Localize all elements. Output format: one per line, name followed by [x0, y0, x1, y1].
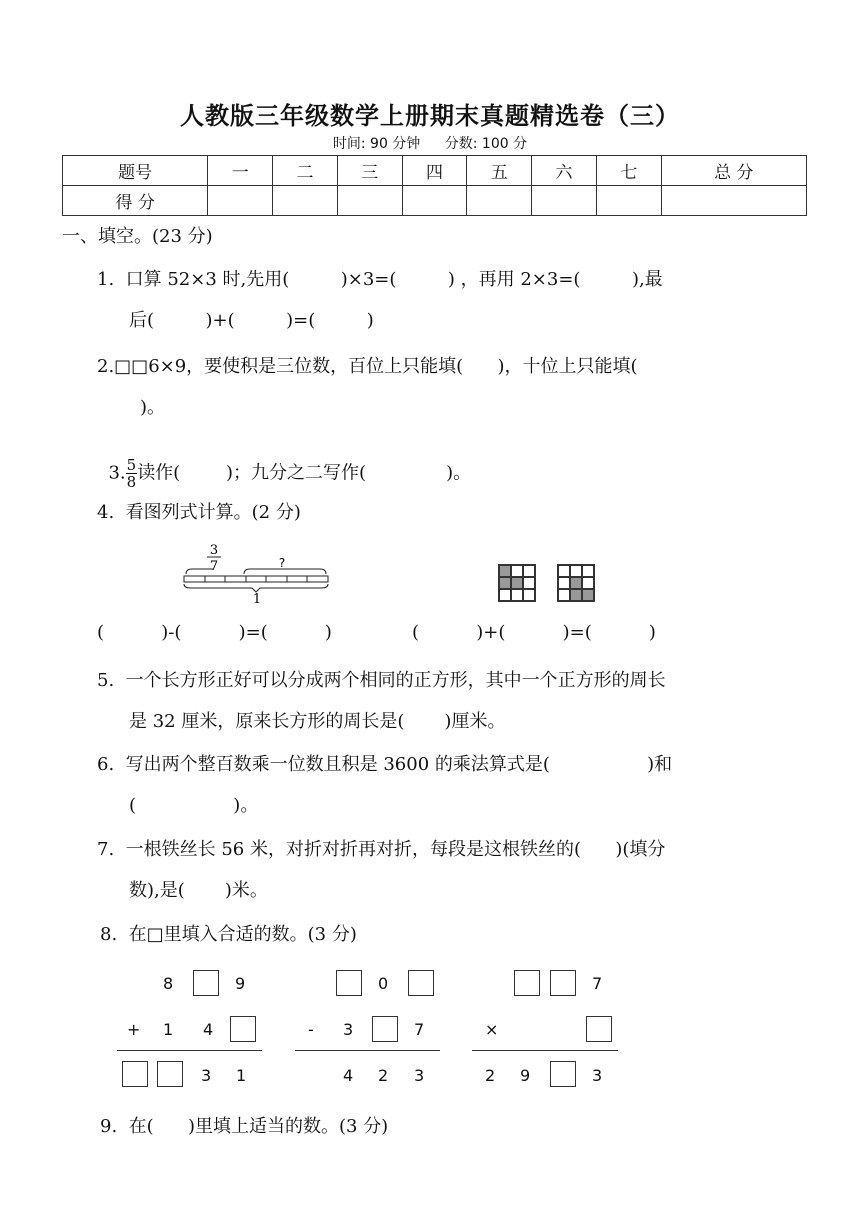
- digit: 4: [343, 1066, 354, 1085]
- number-line-ticks: [205, 576, 307, 582]
- page-title: 人教版三年级数学上册期末真题精选卷（三）: [180, 102, 680, 130]
- fraction-five-eighths: [126, 457, 138, 490]
- score-cell[interactable]: [208, 186, 273, 216]
- digit: 2: [485, 1066, 496, 1085]
- question-4-equation-1: ( )-( )=( ): [97, 622, 332, 643]
- col-1: 一: [208, 156, 273, 186]
- figure-fraction-numerator: 3: [209, 543, 219, 558]
- score-cell[interactable]: [661, 186, 806, 216]
- difference-line: [295, 1050, 440, 1051]
- question-3-text: 读作( )；九分之二写作( )。: [137, 462, 472, 484]
- answer-box[interactable]: [230, 1016, 256, 1042]
- digit: 3: [343, 1020, 354, 1039]
- col-2: 二: [273, 156, 338, 186]
- question-9: 9. 在( )里填上适当的数。(3 分): [100, 1116, 389, 1137]
- answer-box[interactable]: [157, 1061, 183, 1087]
- digit: 4: [203, 1020, 214, 1039]
- col-7: 七: [596, 156, 661, 186]
- operator-times: ×: [485, 1020, 499, 1039]
- question-1-line-1: 1. 口算 52×3 时,先用( )×3=( ) ，再用 2×3=( ),最: [97, 269, 663, 290]
- score-cell[interactable]: [467, 186, 532, 216]
- exam-time: 时间: 90 分钟: [332, 136, 421, 152]
- question-4-equation-2: ( )+( )=( ): [412, 622, 656, 643]
- score-cell[interactable]: [402, 186, 467, 216]
- operator-plus: +: [127, 1020, 141, 1039]
- row-label: 得 分: [63, 186, 208, 216]
- question-6-line-2: ( )。: [129, 795, 259, 816]
- digit: 0: [378, 974, 389, 993]
- answer-box[interactable]: [122, 1061, 148, 1087]
- digit: 2: [378, 1066, 389, 1085]
- question-7-line-1: 7. 一根铁丝长 56 米，对折对折再对折，每段是这根铁丝的( )(填分: [97, 839, 666, 860]
- product-line: [472, 1050, 618, 1051]
- answer-box[interactable]: [193, 970, 219, 996]
- figure-whole-label: 1: [252, 592, 262, 606]
- question-8: 8. 在□里填入合适的数。(3 分): [100, 924, 357, 945]
- exam-score: 分数: 100 分: [444, 136, 528, 152]
- digit: 8: [163, 974, 174, 993]
- question-1-line-2: 后( )+( )=( ): [129, 310, 374, 331]
- digit: 1: [236, 1066, 247, 1085]
- col-total: 总 分: [661, 156, 806, 186]
- digit: 3: [592, 1066, 603, 1085]
- fraction-numerator: 5: [126, 456, 137, 474]
- score-cell[interactable]: [273, 186, 338, 216]
- digit: 9: [235, 974, 246, 993]
- question-3-number: 3.: [108, 462, 126, 484]
- question-7-line-2: 数),是( )米。: [129, 880, 268, 901]
- answer-box[interactable]: [550, 1061, 576, 1087]
- question-6-line-1: 6. 写出两个整百数乘一位数且积是 3600 的乘法算式是( )和: [97, 754, 673, 775]
- question-5-line-1: 5. 一个长方形正好可以分成两个相同的正方形，其中一个正方形的周长: [97, 670, 666, 691]
- col-5: 五: [467, 156, 532, 186]
- digit: 3: [414, 1066, 425, 1085]
- question-3: [97, 436, 471, 490]
- digit: 3: [201, 1066, 212, 1085]
- number-line-bar: [184, 576, 328, 582]
- answer-box[interactable]: [408, 970, 434, 996]
- digit: 7: [592, 974, 603, 993]
- question-2-line-1: 2.□□6×9，要使积是三位数，百位上只能填( )，十位上只能填(: [97, 356, 638, 377]
- grid-figure-1: [498, 564, 536, 602]
- answer-box[interactable]: [336, 970, 362, 996]
- digit: 9: [520, 1066, 531, 1085]
- col-3: 三: [337, 156, 402, 186]
- question-2-line-2: )。: [140, 397, 166, 418]
- col-4: 四: [402, 156, 467, 186]
- answer-box[interactable]: [514, 970, 540, 996]
- figure-question-mark: ?: [278, 556, 286, 570]
- question-4: 4. 看图列式计算。(2 分): [97, 502, 301, 523]
- fraction-denominator: 8: [126, 473, 137, 491]
- section-heading: 一、填空。(23 分): [62, 226, 213, 247]
- answer-box[interactable]: [550, 970, 576, 996]
- grid-figure-2: [557, 564, 595, 602]
- answer-box[interactable]: [586, 1016, 612, 1042]
- digit: 7: [414, 1020, 425, 1039]
- brace-bottom: [184, 584, 328, 592]
- score-cell[interactable]: [337, 186, 402, 216]
- score-cell[interactable]: [596, 186, 661, 216]
- score-cell[interactable]: [532, 186, 597, 216]
- figure-fraction-denominator: 7: [209, 559, 219, 574]
- digit: 1: [163, 1020, 174, 1039]
- operator-minus: -: [308, 1020, 314, 1039]
- exam-meta: [0, 133, 860, 153]
- col-label: 题号: [63, 156, 208, 186]
- question-5-line-2: 是 32 厘米，原来长方形的周长是( )厘米。: [129, 711, 506, 732]
- col-6: 六: [532, 156, 597, 186]
- sum-line: [117, 1050, 262, 1051]
- score-table-header-row: [63, 156, 807, 186]
- number-line-figure: [180, 540, 340, 606]
- score-table-score-row: [63, 186, 807, 216]
- answer-box[interactable]: [372, 1016, 398, 1042]
- score-table: [62, 155, 807, 216]
